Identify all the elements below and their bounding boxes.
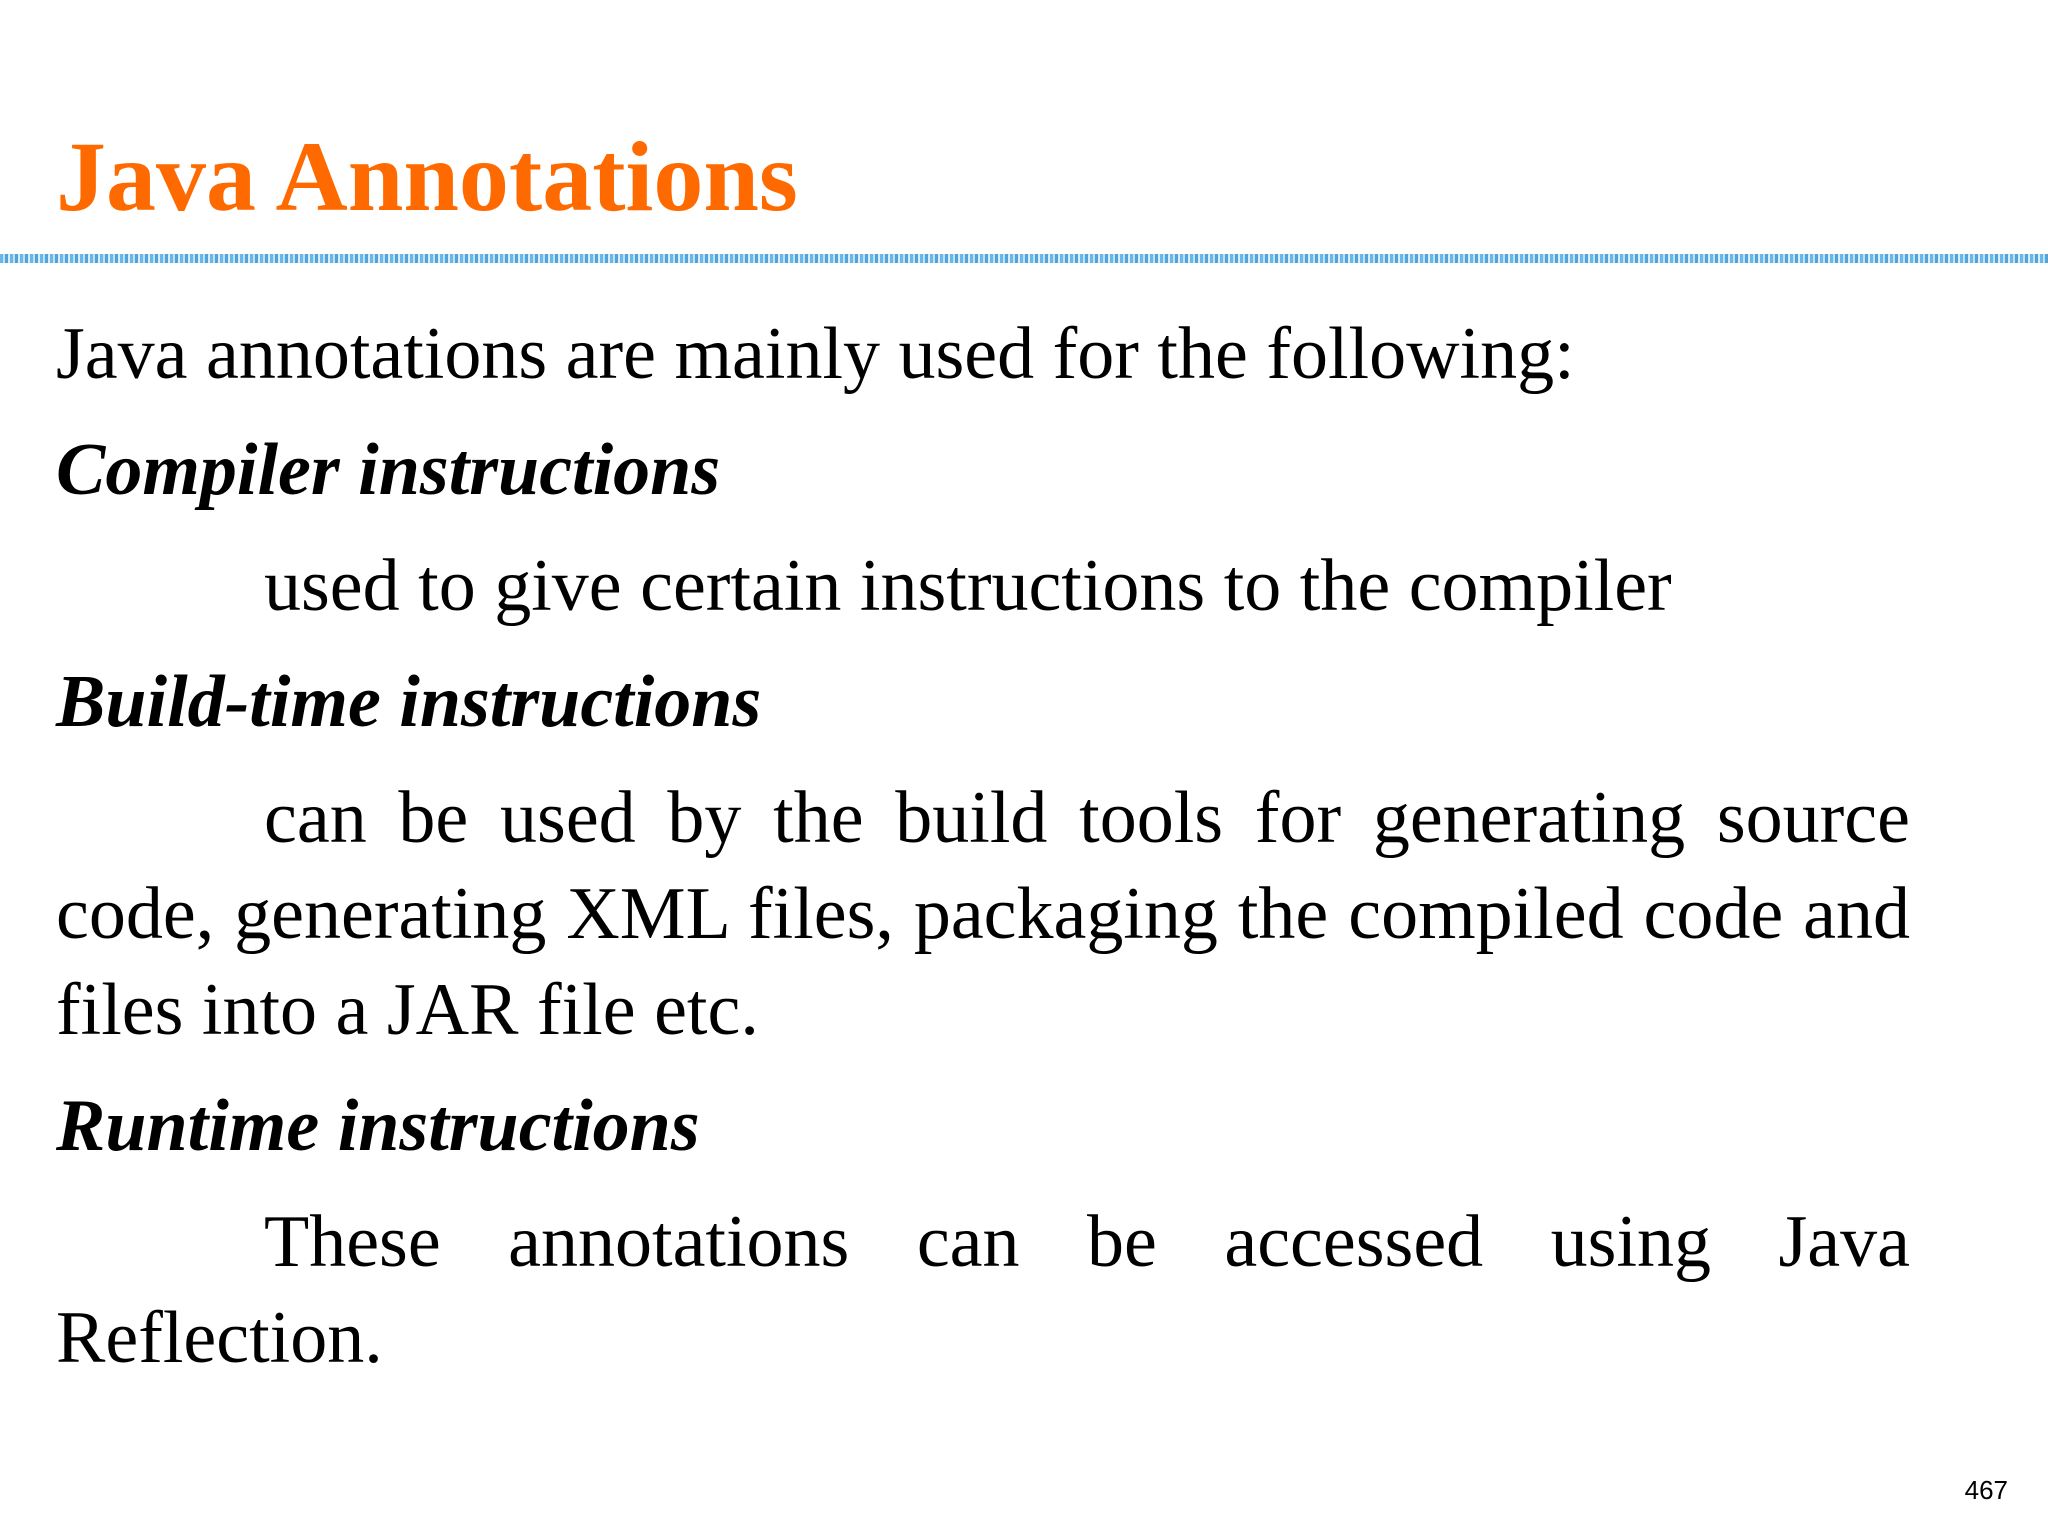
intro-text: Java annotations are mainly used for the following: — [56, 313, 1575, 395]
page-number: 467 — [1964, 1475, 2008, 1505]
slide-body — [56, 306, 1910, 1406]
description-runtime-instructions: These annotations can be accessed using Java Reflection. — [56, 1201, 1910, 1379]
heading-runtime-instructions: Runtime instructions — [56, 1085, 700, 1167]
title-divider — [0, 254, 2048, 263]
description-build-time-instructions: can be used by the build tools for generating source code, generating XML files, packaging the compiled code and files into a JAR file etc. — [56, 777, 1910, 1051]
heading-build-time-instructions: Build-time instructions — [56, 661, 762, 743]
slide-title: Java Annotations — [56, 121, 798, 232]
description-compiler-instructions: used to give certain instructions to the compiler — [264, 545, 1672, 627]
heading-compiler-instructions: Compiler instructions — [56, 429, 721, 511]
